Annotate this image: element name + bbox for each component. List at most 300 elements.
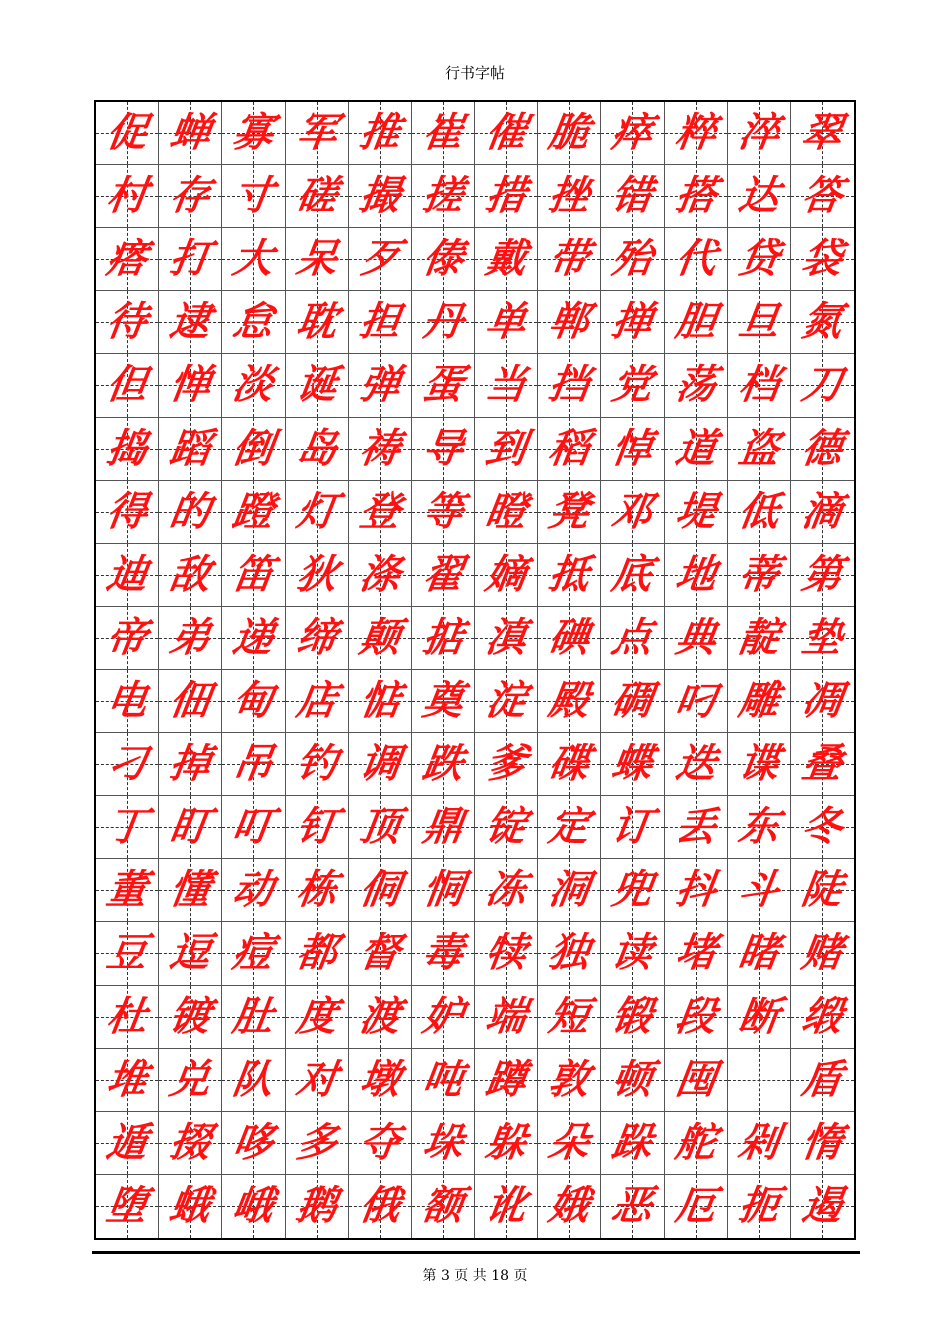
grid-cell [159, 291, 222, 354]
calligraphy-character: 怠 [230, 298, 277, 346]
grid-cell [728, 986, 791, 1049]
calligraphy-character: 祷 [356, 424, 404, 472]
calligraphy-character: 涤 [356, 550, 404, 598]
grid-cell [665, 228, 728, 291]
calligraphy-character: 跺 [609, 1118, 656, 1166]
calligraphy-character: 动 [230, 866, 277, 914]
grid-cell [728, 102, 791, 165]
grid-cell [538, 859, 601, 922]
calligraphy-character: 墩 [356, 1055, 404, 1103]
calligraphy-character: 答 [799, 172, 846, 220]
calligraphy-character: 逮 [167, 298, 214, 346]
grid-cell [538, 102, 601, 165]
calligraphy-character: 撮 [356, 172, 404, 220]
calligraphy-character: 垫 [799, 613, 846, 661]
calligraphy-character: 犊 [482, 929, 530, 977]
calligraphy-character: 鼎 [419, 803, 467, 851]
calligraphy-character: 盗 [735, 424, 783, 472]
grid-cell [412, 544, 475, 607]
grid-cell [286, 481, 349, 544]
calligraphy-character: 镀 [167, 992, 214, 1040]
grid-cell [349, 291, 412, 354]
calligraphy-character: 缎 [799, 992, 846, 1040]
calligraphy-character: 堕 [103, 1182, 151, 1230]
calligraphy-character: 代 [672, 235, 719, 283]
grid-cell [159, 859, 222, 922]
grid-cell [601, 544, 664, 607]
calligraphy-character: 蝶 [609, 740, 656, 788]
grid-cell [96, 922, 159, 985]
grid-cell [728, 1175, 791, 1238]
calligraphy-character: 督 [356, 929, 404, 977]
calligraphy-character: 蝉 [167, 109, 214, 157]
calligraphy-character: 独 [546, 929, 593, 977]
calligraphy-character: 囤 [672, 1055, 719, 1103]
grid-cell [665, 1112, 728, 1175]
calligraphy-character: 底 [609, 550, 656, 598]
grid-cell [96, 796, 159, 859]
grid-cell [791, 418, 854, 481]
grid-cell [286, 796, 349, 859]
calligraphy-character: 定 [546, 803, 593, 851]
calligraphy-character: 垛 [419, 1118, 467, 1166]
calligraphy-character: 邓 [609, 487, 656, 535]
calligraphy-character: 措 [482, 172, 530, 220]
grid-cell [475, 165, 538, 228]
grid-cell [349, 607, 412, 670]
calligraphy-character: 倒 [230, 424, 277, 472]
grid-cell [475, 1049, 538, 1112]
grid-cell [791, 859, 854, 922]
grid-cell [791, 607, 854, 670]
grid-cell [222, 481, 285, 544]
calligraphy-character: 搭 [672, 172, 719, 220]
grid-cell [538, 228, 601, 291]
grid-cell [412, 291, 475, 354]
page-indicator: 第 3 页 共 18 页 [422, 1268, 528, 1284]
grid-cell [159, 418, 222, 481]
grid-cell [412, 165, 475, 228]
calligraphy-character: 捣 [103, 424, 151, 472]
calligraphy-character: 对 [293, 1055, 340, 1103]
grid-cell [412, 354, 475, 417]
grid-cell [222, 607, 285, 670]
grid-cell [159, 228, 222, 291]
grid-cell [286, 922, 349, 985]
calligraphy-character: 扼 [735, 1182, 783, 1230]
grid-cell [728, 859, 791, 922]
grid-cell [728, 1049, 791, 1112]
grid-cell [96, 1049, 159, 1112]
calligraphy-character: 翠 [799, 109, 846, 157]
calligraphy-character: 迭 [672, 740, 719, 788]
grid-cell [791, 1049, 854, 1112]
grid-cell [475, 670, 538, 733]
calligraphy-character: 军 [293, 109, 340, 157]
grid-cell [728, 922, 791, 985]
grid-cell [96, 102, 159, 165]
grid-cell [412, 670, 475, 733]
grid-cell [96, 354, 159, 417]
grid-cell [349, 859, 412, 922]
calligraphy-character: 村 [103, 172, 151, 220]
calligraphy-character: 抵 [546, 550, 593, 598]
grid-cell [159, 165, 222, 228]
calligraphy-character: 冬 [799, 803, 846, 851]
calligraphy-character: 敦 [546, 1055, 593, 1103]
grid-cell [665, 733, 728, 796]
calligraphy-character: 袋 [799, 235, 846, 283]
grid-cell [412, 607, 475, 670]
calligraphy-character: 懂 [167, 866, 214, 914]
calligraphy-character: 断 [735, 992, 783, 1040]
calligraphy-character: 爹 [482, 740, 530, 788]
grid-cell [349, 544, 412, 607]
grid-cell [222, 418, 285, 481]
calligraphy-character: 凋 [799, 677, 846, 725]
grid-cell [286, 544, 349, 607]
calligraphy-character: 滴 [799, 487, 846, 535]
calligraphy-character: 娥 [546, 1182, 593, 1230]
grid-cell [222, 733, 285, 796]
grid-cell [286, 1112, 349, 1175]
grid-cell [475, 1175, 538, 1238]
grid-cell [222, 228, 285, 291]
calligraphy-character: 蛋 [419, 361, 467, 409]
calligraphy-character: 刀 [799, 361, 846, 409]
calligraphy-character: 点 [609, 613, 656, 661]
grid-cell [159, 670, 222, 733]
calligraphy-character: 厄 [672, 1182, 719, 1230]
calligraphy-character: 甸 [230, 677, 277, 725]
calligraphy-character: 低 [735, 487, 783, 535]
calligraphy-character: 盯 [167, 803, 214, 851]
calligraphy-character: 搓 [419, 172, 467, 220]
calligraphy-character: 笛 [230, 550, 277, 598]
grid-cell [538, 291, 601, 354]
grid-cell [665, 1049, 728, 1112]
grid-cell [475, 859, 538, 922]
grid-cell [475, 102, 538, 165]
grid-cell [222, 1049, 285, 1112]
calligraphy-character: 吊 [230, 740, 277, 788]
calligraphy-character: 翟 [419, 550, 467, 598]
grid-cell [538, 165, 601, 228]
calligraphy-character: 第 [799, 550, 846, 598]
calligraphy-character: 多 [293, 1118, 340, 1166]
calligraphy-character: 堵 [672, 929, 719, 977]
calligraphy-character: 奠 [419, 677, 467, 725]
calligraphy-character: 郸 [546, 298, 593, 346]
calligraphy-character: 叼 [672, 677, 719, 725]
grid-cell [412, 922, 475, 985]
grid-cell [286, 291, 349, 354]
grid-cell [665, 670, 728, 733]
grid-cell [475, 354, 538, 417]
calligraphy-character: 胆 [672, 298, 719, 346]
calligraphy-character: 敌 [167, 550, 214, 598]
grid-cell [349, 354, 412, 417]
grid-cell [538, 922, 601, 985]
grid-cell [475, 607, 538, 670]
grid-cell [286, 607, 349, 670]
calligraphy-character: 锭 [482, 803, 530, 851]
grid-cell [791, 986, 854, 1049]
calligraphy-character: 碉 [609, 677, 656, 725]
grid-cell [159, 544, 222, 607]
grid-cell [538, 354, 601, 417]
calligraphy-character: 歹 [356, 235, 404, 283]
calligraphy-character: 当 [482, 361, 530, 409]
grid-cell [159, 796, 222, 859]
grid-cell [728, 481, 791, 544]
grid-cell [222, 922, 285, 985]
calligraphy-character: 东 [735, 803, 783, 851]
grid-cell [222, 1175, 285, 1238]
grid-cell [475, 986, 538, 1049]
calligraphy-character: 打 [167, 235, 214, 283]
calligraphy-character: 哆 [230, 1118, 277, 1166]
calligraphy-character: 毒 [419, 929, 467, 977]
calligraphy-character: 滇 [482, 613, 530, 661]
grid-cell [349, 670, 412, 733]
grid-cell [349, 418, 412, 481]
grid-cell [222, 670, 285, 733]
grid-cell [728, 796, 791, 859]
grid-cell [728, 733, 791, 796]
grid-cell [222, 1112, 285, 1175]
calligraphy-character: 寸 [230, 172, 277, 220]
calligraphy-character: 缔 [293, 613, 340, 661]
grid-cell [159, 1049, 222, 1112]
calligraphy-character: 钉 [293, 803, 340, 851]
calligraphy-character: 遁 [103, 1118, 151, 1166]
grid-cell [96, 1112, 159, 1175]
grid-cell [665, 418, 728, 481]
grid-cell [601, 922, 664, 985]
calligraphy-character: 抖 [672, 866, 719, 914]
calligraphy-character: 睹 [735, 929, 783, 977]
grid-cell [601, 418, 664, 481]
calligraphy-character: 崔 [419, 109, 467, 157]
grid-cell [665, 544, 728, 607]
calligraphy-character: 蹬 [230, 487, 277, 535]
grid-cell [349, 102, 412, 165]
grid-cell [412, 859, 475, 922]
grid-cell [96, 670, 159, 733]
grid-cell [349, 228, 412, 291]
grid-cell [791, 228, 854, 291]
calligraphy-character: 凳 [546, 487, 593, 535]
calligraphy-character: 盾 [799, 1055, 846, 1103]
calligraphy-character: 的 [167, 487, 214, 535]
grid-cell [665, 481, 728, 544]
calligraphy-character: 碟 [546, 740, 593, 788]
page-title: 行书字帖 [444, 64, 505, 82]
grid-cell [96, 859, 159, 922]
grid-cell [222, 291, 285, 354]
calligraphy-character: 淀 [482, 677, 530, 725]
grid-cell [538, 1175, 601, 1238]
grid-cell [538, 481, 601, 544]
calligraphy-character: 党 [609, 361, 656, 409]
calligraphy-character: 跌 [419, 740, 467, 788]
grid-cell [412, 1049, 475, 1112]
grid-cell [665, 922, 728, 985]
grid-cell [159, 1175, 222, 1238]
calligraphy-character: 都 [293, 929, 340, 977]
grid-cell [728, 418, 791, 481]
grid-cell [791, 481, 854, 544]
grid-cell [475, 796, 538, 859]
calligraphy-character: 峨 [230, 1182, 277, 1230]
grid-cell [728, 291, 791, 354]
calligraphy-character: 弟 [167, 613, 214, 661]
grid-cell [538, 796, 601, 859]
calligraphy-character: 待 [103, 298, 151, 346]
grid-cell [96, 607, 159, 670]
calligraphy-character: 痘 [230, 929, 277, 977]
calligraphy-character: 夺 [356, 1118, 404, 1166]
calligraphy-character: 讹 [482, 1182, 530, 1230]
grid-cell [791, 165, 854, 228]
calligraphy-character: 推 [356, 109, 404, 157]
calligraphy-character: 锻 [609, 992, 656, 1040]
grid-cell [475, 418, 538, 481]
grid-cell [601, 859, 664, 922]
grid-cell [286, 418, 349, 481]
calligraphy-character: 度 [293, 992, 340, 1040]
calligraphy-character: 迪 [103, 550, 151, 598]
grid-cell [475, 291, 538, 354]
calligraphy-character: 兑 [167, 1055, 214, 1103]
calligraphy-character: 豆 [103, 929, 151, 977]
grid-cell [286, 165, 349, 228]
calligraphy-character: 粹 [672, 109, 719, 157]
calligraphy-character: 端 [482, 992, 530, 1040]
calligraphy-character: 旦 [735, 298, 783, 346]
grid-cell [601, 733, 664, 796]
calligraphy-character: 掉 [167, 740, 214, 788]
grid-cell [286, 102, 349, 165]
grid-cell [791, 922, 854, 985]
grid-cell [475, 922, 538, 985]
calligraphy-character: 等 [419, 487, 467, 535]
calligraphy-character: 逗 [167, 929, 214, 977]
grid-cell [538, 418, 601, 481]
grid-cell [601, 607, 664, 670]
calligraphy-character: 登 [356, 487, 404, 535]
practice-grid [94, 100, 856, 1240]
calligraphy-character: 赌 [799, 929, 846, 977]
calligraphy-character: 吨 [419, 1055, 467, 1103]
grid-cell [728, 165, 791, 228]
calligraphy-character: 俄 [356, 1182, 404, 1230]
grid-cell [665, 1175, 728, 1238]
grid-cell [665, 607, 728, 670]
calligraphy-character: 段 [672, 992, 719, 1040]
grid-cell [791, 102, 854, 165]
grid-cell [286, 228, 349, 291]
calligraphy-character: 遏 [799, 1182, 846, 1230]
calligraphy-character: 帝 [103, 613, 151, 661]
grid-cell [286, 354, 349, 417]
calligraphy-character: 剁 [735, 1118, 783, 1166]
grid-cell [222, 859, 285, 922]
calligraphy-character: 道 [672, 424, 719, 472]
calligraphy-character: 档 [735, 361, 783, 409]
calligraphy-character: 顿 [609, 1055, 656, 1103]
calligraphy-character: 靛 [735, 613, 783, 661]
grid-cell [286, 1049, 349, 1112]
grid-cell [791, 291, 854, 354]
grid-cell [159, 607, 222, 670]
calligraphy-character: 达 [735, 172, 783, 220]
grid-cell [349, 733, 412, 796]
calligraphy-character: 蛾 [167, 1182, 214, 1230]
grid-cell [601, 481, 664, 544]
calligraphy-character: 大 [230, 235, 277, 283]
grid-cell [601, 102, 664, 165]
calligraphy-character: 杜 [103, 992, 151, 1040]
calligraphy-character: 诞 [293, 361, 340, 409]
grid-cell [475, 733, 538, 796]
grid-cell [601, 291, 664, 354]
grid-cell [159, 1112, 222, 1175]
grid-cell [222, 986, 285, 1049]
calligraphy-character: 惰 [799, 1118, 846, 1166]
grid-cell [412, 418, 475, 481]
grid-cell [222, 354, 285, 417]
calligraphy-character: 磋 [293, 172, 340, 220]
grid-cell [601, 1175, 664, 1238]
grid-cell [96, 418, 159, 481]
grid-cell [159, 986, 222, 1049]
grid-cell [601, 1049, 664, 1112]
calligraphy-character: 躲 [482, 1118, 530, 1166]
calligraphy-character: 错 [609, 172, 656, 220]
grid-cell [222, 544, 285, 607]
grid-cell [96, 733, 159, 796]
calligraphy-character: 兜 [609, 866, 656, 914]
calligraphy-character: 碘 [546, 613, 593, 661]
grid-cell [791, 354, 854, 417]
calligraphy-character: 掇 [167, 1118, 214, 1166]
calligraphy-character: 肚 [230, 992, 277, 1040]
calligraphy-character: 蒂 [735, 550, 783, 598]
grid-cell [475, 481, 538, 544]
calligraphy-character: 傣 [419, 235, 467, 283]
grid-cell [791, 1112, 854, 1175]
grid-cell [222, 796, 285, 859]
calligraphy-character: 队 [230, 1055, 277, 1103]
calligraphy-character: 殆 [609, 235, 656, 283]
calligraphy-character: 弹 [356, 361, 404, 409]
grid-cell [728, 354, 791, 417]
grid-cell [349, 986, 412, 1049]
grid-cell [286, 733, 349, 796]
grid-cell [791, 670, 854, 733]
grid-cell [538, 670, 601, 733]
calligraphy-character: 丹 [419, 298, 467, 346]
calligraphy-character: 导 [419, 424, 467, 472]
grid-cell [412, 1175, 475, 1238]
calligraphy-character: 恫 [419, 866, 467, 914]
calligraphy-character: 妒 [419, 992, 467, 1040]
grid-cell [96, 228, 159, 291]
calligraphy-character: 冻 [482, 866, 530, 914]
calligraphy-character: 但 [103, 361, 151, 409]
